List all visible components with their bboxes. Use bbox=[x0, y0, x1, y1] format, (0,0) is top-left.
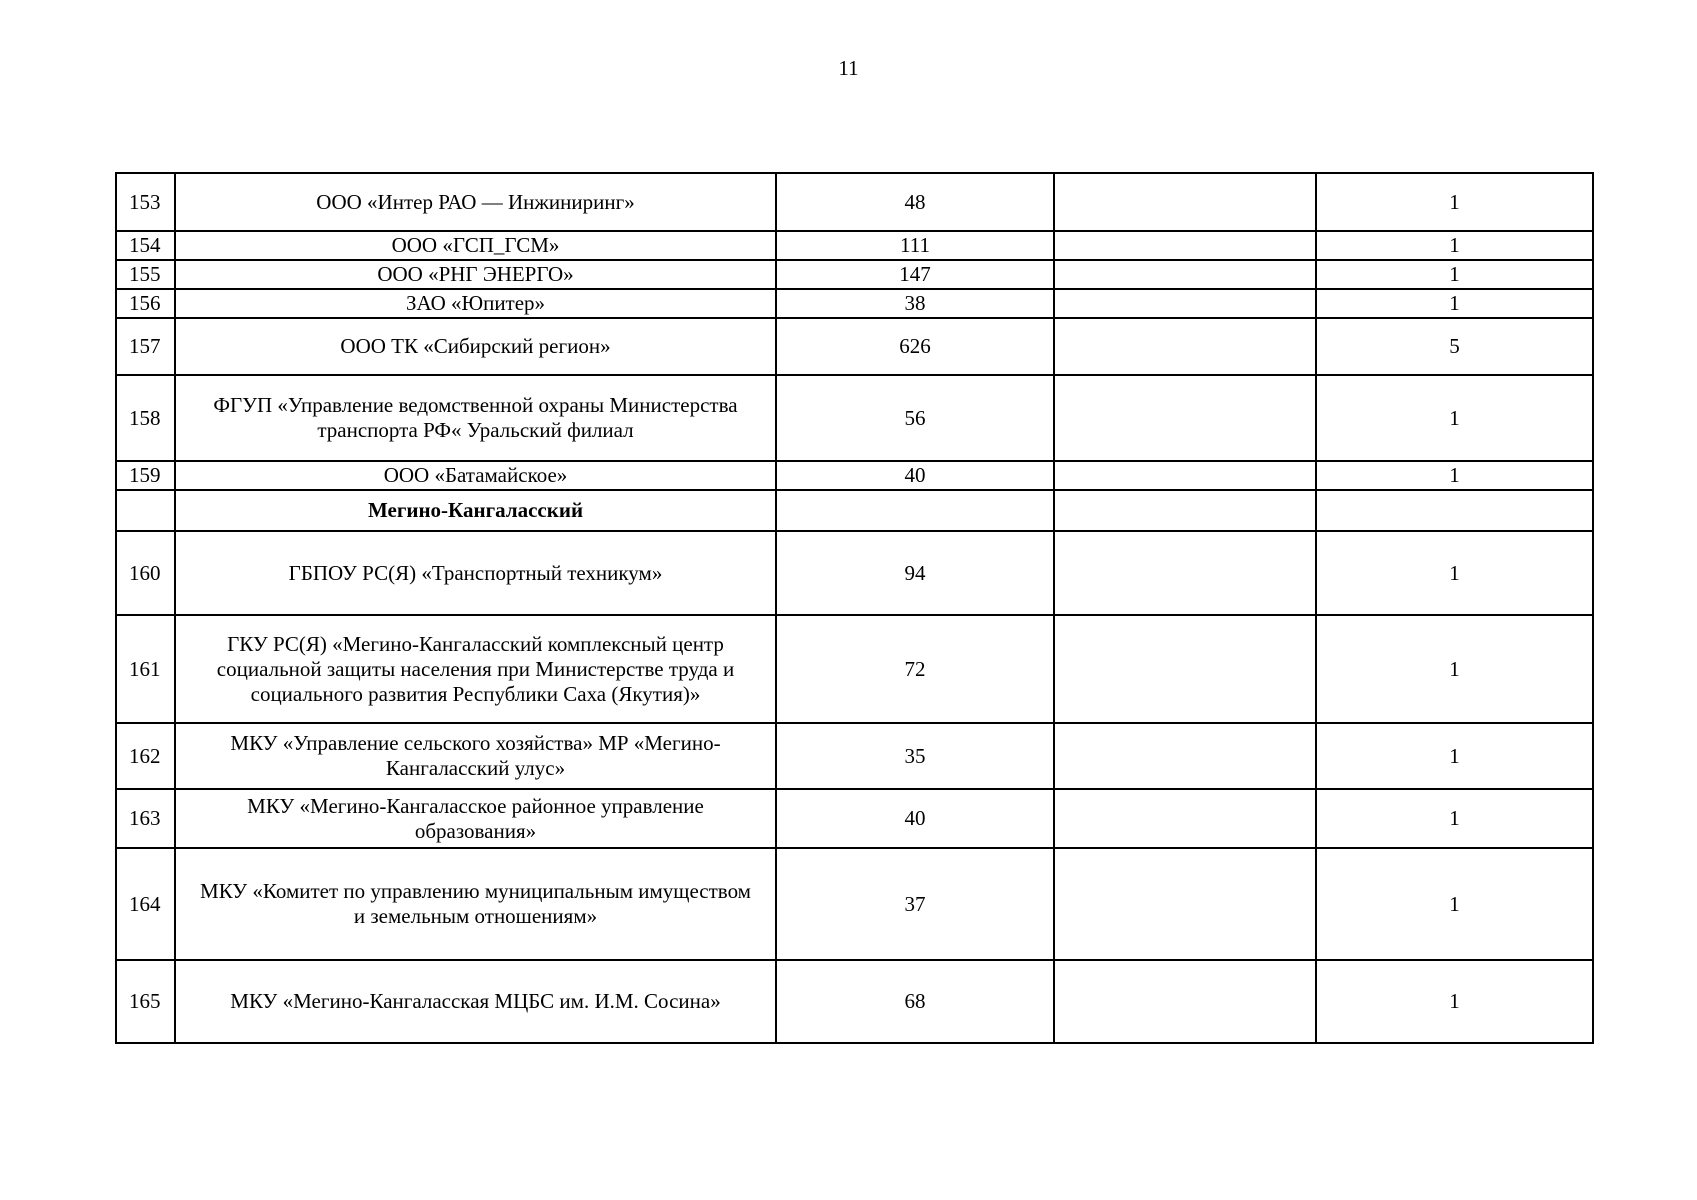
count-cell: 38 bbox=[776, 289, 1054, 318]
organizations-table bbox=[115, 172, 1594, 1044]
empty-cell bbox=[1054, 289, 1316, 318]
count-cell: 94 bbox=[776, 531, 1054, 615]
empty-cell bbox=[1054, 173, 1316, 231]
row-number: 157 bbox=[116, 318, 175, 375]
organization-name: ООО «Интер РАО — Инжиниринг» bbox=[175, 173, 776, 231]
row-number: 153 bbox=[116, 173, 175, 231]
organization-name: ФГУП «Управление ведомственной охраны Министерства транспорта РФ« Уральский филиал bbox=[175, 375, 776, 461]
quota-cell: 1 bbox=[1316, 615, 1593, 723]
organization-name: ООО «РНГ ЭНЕРГО» bbox=[175, 260, 776, 289]
count-cell: 48 bbox=[776, 173, 1054, 231]
empty-cell bbox=[1054, 375, 1316, 461]
quota-cell: 1 bbox=[1316, 260, 1593, 289]
empty-cell bbox=[1054, 615, 1316, 723]
quota-cell bbox=[1316, 490, 1593, 531]
empty-cell bbox=[1054, 260, 1316, 289]
table-row bbox=[116, 848, 1593, 960]
quota-cell: 1 bbox=[1316, 723, 1593, 789]
organization-name: ООО «Батамайское» bbox=[175, 461, 776, 490]
organization-name: ГБПОУ РС(Я) «Транспортный техникум» bbox=[175, 531, 776, 615]
row-number: 159 bbox=[116, 461, 175, 490]
row-number bbox=[116, 490, 175, 531]
table-row bbox=[116, 461, 1593, 490]
table-row bbox=[116, 789, 1593, 848]
count-cell: 40 bbox=[776, 461, 1054, 490]
table-row bbox=[116, 531, 1593, 615]
row-number: 155 bbox=[116, 260, 175, 289]
table-row bbox=[116, 173, 1593, 231]
row-number: 158 bbox=[116, 375, 175, 461]
row-number: 165 bbox=[116, 960, 175, 1043]
count-cell bbox=[776, 490, 1054, 531]
count-cell: 147 bbox=[776, 260, 1054, 289]
empty-cell bbox=[1054, 789, 1316, 848]
section-header-row bbox=[116, 490, 1593, 531]
count-cell: 37 bbox=[776, 848, 1054, 960]
empty-cell bbox=[1054, 461, 1316, 490]
quota-cell: 5 bbox=[1316, 318, 1593, 375]
quota-cell: 1 bbox=[1316, 789, 1593, 848]
count-cell: 56 bbox=[776, 375, 1054, 461]
table-row bbox=[116, 289, 1593, 318]
quota-cell: 1 bbox=[1316, 289, 1593, 318]
table-row bbox=[116, 260, 1593, 289]
empty-cell bbox=[1054, 231, 1316, 260]
quota-cell: 1 bbox=[1316, 848, 1593, 960]
organization-name: ООО «ГСП_ГСМ» bbox=[175, 231, 776, 260]
table-row bbox=[116, 318, 1593, 375]
row-number: 164 bbox=[116, 848, 175, 960]
organization-name: МКУ «Комитет по управлению муниципальным имуществом и земельным отношениям» bbox=[175, 848, 776, 960]
count-cell: 111 bbox=[776, 231, 1054, 260]
quota-cell: 1 bbox=[1316, 461, 1593, 490]
empty-cell bbox=[1054, 318, 1316, 375]
table-row bbox=[116, 231, 1593, 260]
empty-cell bbox=[1054, 848, 1316, 960]
row-number: 160 bbox=[116, 531, 175, 615]
row-number: 156 bbox=[116, 289, 175, 318]
page-number: 11 bbox=[838, 56, 859, 80]
row-number: 163 bbox=[116, 789, 175, 848]
section-title: Мегино-Кангаласский bbox=[175, 490, 776, 531]
organization-name: ЗАО «Юпитер» bbox=[175, 289, 776, 318]
organization-name: МКУ «Управление сельского хозяйства» МР «Мегино-Кангаласский улус» bbox=[175, 723, 776, 789]
organization-name: ООО ТК «Сибирский регион» bbox=[175, 318, 776, 375]
count-cell: 626 bbox=[776, 318, 1054, 375]
row-number: 162 bbox=[116, 723, 175, 789]
count-cell: 72 bbox=[776, 615, 1054, 723]
count-cell: 68 bbox=[776, 960, 1054, 1043]
organization-name: МКУ «Мегино-Кангаласское районное управление образования» bbox=[175, 789, 776, 848]
quota-cell: 1 bbox=[1316, 375, 1593, 461]
empty-cell bbox=[1054, 960, 1316, 1043]
quota-cell: 1 bbox=[1316, 173, 1593, 231]
row-number: 161 bbox=[116, 615, 175, 723]
table-row bbox=[116, 960, 1593, 1043]
empty-cell bbox=[1054, 531, 1316, 615]
table-row bbox=[116, 723, 1593, 789]
count-cell: 40 bbox=[776, 789, 1054, 848]
quota-cell: 1 bbox=[1316, 960, 1593, 1043]
row-number: 154 bbox=[116, 231, 175, 260]
count-cell: 35 bbox=[776, 723, 1054, 789]
empty-cell bbox=[1054, 723, 1316, 789]
quota-cell: 1 bbox=[1316, 531, 1593, 615]
organization-name: ГКУ РС(Я) «Мегино-Кангаласский комплексный центр социальной защиты населения при Министерстве труда и социального развития Республики Саха (Якутия)» bbox=[175, 615, 776, 723]
table-row bbox=[116, 615, 1593, 723]
quota-cell: 1 bbox=[1316, 231, 1593, 260]
table-row bbox=[116, 375, 1593, 461]
organization-name: МКУ «Мегино-Кангаласская МЦБС им. И.М. Сосина» bbox=[175, 960, 776, 1043]
empty-cell bbox=[1054, 490, 1316, 531]
